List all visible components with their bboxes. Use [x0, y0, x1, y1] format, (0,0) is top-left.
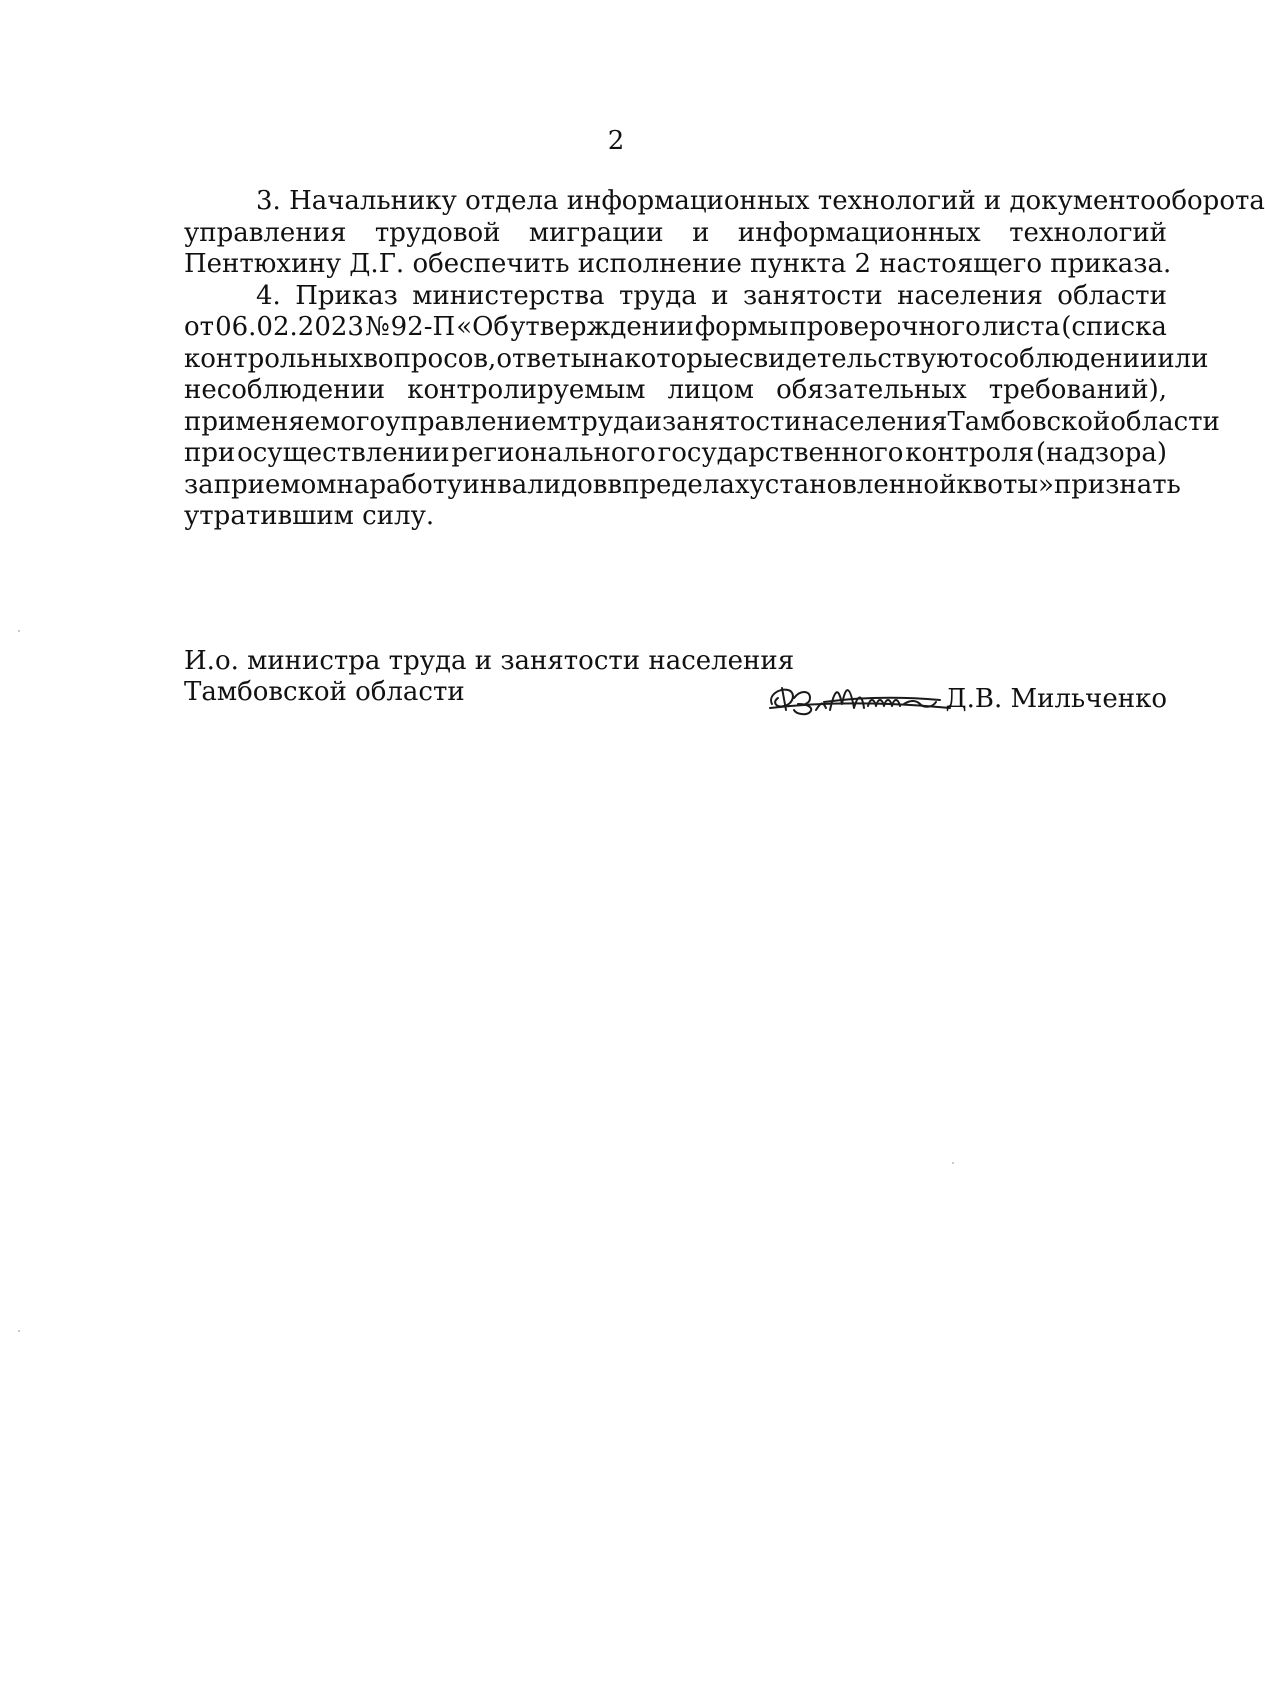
- paragraph-4-line-5: [184, 406, 1220, 439]
- word: обязательных: [776, 375, 967, 405]
- page-number: 2: [607, 126, 625, 156]
- word: контролируемым: [407, 375, 646, 405]
- word: утверждении: [510, 312, 694, 342]
- word: которые: [624, 343, 739, 374]
- signatory-title-line-1: И.о. министра труда и занятости населения: [184, 646, 795, 676]
- paragraph-4-line-7: [184, 469, 1181, 502]
- word: информационных: [737, 217, 981, 248]
- word: «Об: [456, 312, 510, 342]
- word: несоблюдении: [184, 375, 386, 405]
- word: проверочного: [789, 312, 981, 342]
- word: 4.: [256, 280, 281, 311]
- word: соблюдении: [988, 343, 1158, 374]
- order-body: [184, 186, 1265, 533]
- scan-speck: [952, 1162, 954, 1164]
- word: Приказ: [295, 280, 398, 311]
- word: свидетельствуют: [738, 343, 974, 374]
- word: при: [184, 438, 236, 468]
- handwritten-signature: [764, 674, 954, 722]
- word: признать: [1053, 469, 1181, 500]
- word: о: [973, 343, 989, 374]
- word: работу: [369, 469, 463, 500]
- word: миграции: [528, 217, 664, 248]
- word: министерства: [412, 280, 605, 311]
- paragraph-4-line-3: [184, 343, 1209, 376]
- paragraph-3-line-2: [184, 218, 1167, 250]
- word: занятости: [742, 280, 883, 311]
- word: населения: [801, 406, 948, 437]
- word: контроля: [905, 438, 1035, 468]
- word: труда: [618, 280, 697, 311]
- word: управлением: [385, 406, 567, 437]
- paragraph-4-line-6: [184, 438, 1167, 470]
- signature-block: [184, 646, 1167, 746]
- word: в: [607, 469, 623, 500]
- word: лицом: [667, 375, 754, 405]
- word: 06.02.2023: [215, 312, 364, 342]
- word: вопросов,: [363, 343, 497, 374]
- word: приемом: [213, 469, 337, 500]
- word: технологий: [1009, 217, 1167, 248]
- signatory-title: [184, 646, 794, 708]
- word: 92-П: [390, 312, 456, 342]
- word: №: [364, 312, 390, 342]
- scan-speck: [18, 1330, 20, 1332]
- word: инвалидов: [462, 469, 608, 500]
- word: труда: [566, 406, 645, 437]
- word: от: [184, 312, 215, 342]
- word: контрольных: [184, 343, 364, 374]
- word: трудовой: [374, 217, 501, 248]
- word: занятости: [661, 406, 802, 437]
- word: Тамбовской: [947, 406, 1111, 437]
- word: и: [644, 406, 662, 437]
- word: области: [1057, 280, 1167, 311]
- paragraph-3-line-3: Пентюхину Д.Г. обеспечить исполнение пункта 2 настоящего приказа.: [184, 249, 1172, 279]
- word: листа: [981, 312, 1061, 342]
- paragraph-3-line-1: 3. Начальнику отдела информационных технологий и документооборота: [256, 186, 1265, 216]
- word: управления: [184, 217, 347, 248]
- word: пределах: [622, 469, 750, 500]
- word: за: [184, 469, 214, 500]
- paragraph-4-line-8: утратившим силу.: [184, 501, 435, 531]
- word: области: [1110, 406, 1220, 437]
- word: ответы: [496, 343, 592, 374]
- word: установленной: [749, 469, 957, 500]
- word: формы: [694, 312, 789, 342]
- paragraph-4-line-2: [184, 312, 1167, 344]
- word: требований),: [988, 375, 1167, 405]
- signatory-title-line-2: Тамбовской области: [184, 677, 465, 707]
- signatory-name: Д.В. Мильченко: [945, 684, 1167, 714]
- word: регионального: [451, 438, 656, 468]
- word: на: [591, 343, 625, 374]
- word: на: [336, 469, 370, 500]
- word: населения: [897, 280, 1043, 311]
- word: или: [1157, 343, 1209, 374]
- word: (надзора): [1035, 438, 1167, 468]
- word: квоты»: [956, 469, 1054, 500]
- word: и: [692, 217, 710, 248]
- word: (списка: [1061, 312, 1167, 342]
- scan-speck: [18, 630, 20, 632]
- word: государственного: [657, 438, 904, 468]
- paragraph-4-line-4: [184, 375, 1167, 407]
- word: применяемого: [184, 406, 386, 437]
- paragraph-4-line-1: [184, 281, 1167, 313]
- word: осуществлении: [237, 438, 450, 468]
- word: и: [711, 280, 729, 311]
